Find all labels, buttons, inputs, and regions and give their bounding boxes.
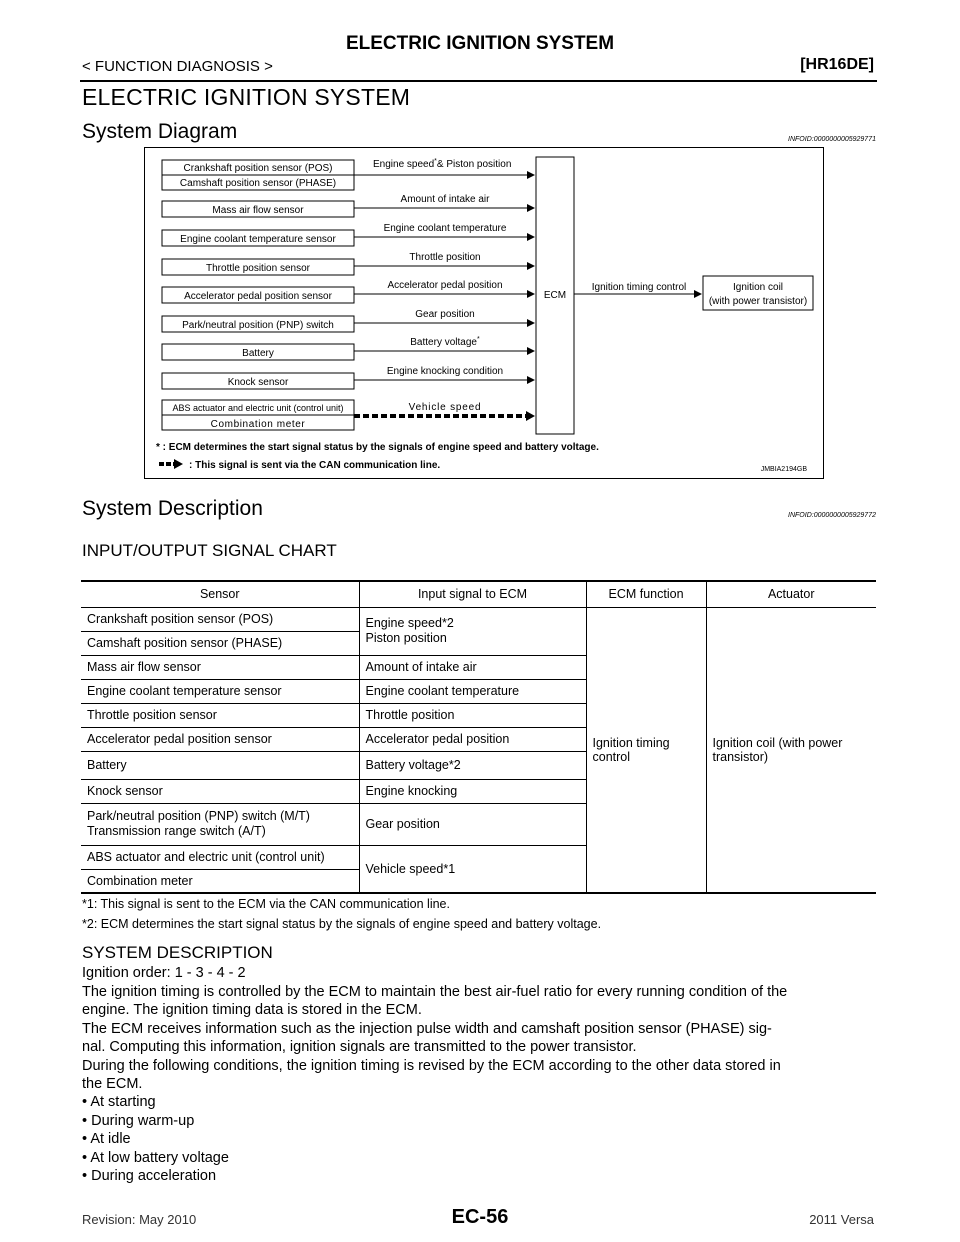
list-item: • At idle [82,1131,131,1147]
sensor-cell: Battery [87,758,127,772]
sensor-box-battery [162,344,354,360]
signal-line-throttle [354,252,534,266]
ecm-box [536,157,574,434]
system-diagram-infoid: INFOID:0000000005929771 [788,136,876,143]
svg-text:Ignition timing control: Ignition timing control [591,282,687,293]
signal-line-battery-voltage [354,336,534,351]
sensor-cell: Crankshaft position sensor (POS) [87,612,274,626]
input-signal-cell: Engine knocking [359,779,586,803]
svg-text:Engine coolant temperature: Engine coolant temperature [383,223,507,234]
sensor-box-knock [162,373,354,389]
input-signal-cell: Engine coolant temperature [359,679,586,703]
svg-text:ABS actuator and electric unit: ABS actuator and electric unit (control unit) [172,403,344,413]
can-legend-arrow [159,459,183,469]
running-header-engine: [HR16DE] [800,56,874,73]
svg-text:Accelerator pedal position sen: Accelerator pedal position sensor [184,291,332,302]
sensor-cell: Knock sensor [87,784,163,798]
signal-line-intake-air [354,194,534,208]
sensor-box-apps [162,287,354,303]
signal-chart-heading: INPUT/OUTPUT SIGNAL CHART [82,541,337,560]
description-line: During the following conditions, the ignition timing is revised by the ECM according to the other data stored in [82,1057,781,1074]
svg-text:Vehicle speed: Vehicle speed [408,402,482,413]
system-diagram-heading: System Diagram [82,120,238,143]
can-line-vehicle-speed [354,402,535,421]
svg-text:Throttle position: Throttle position [409,252,481,263]
output-line-ignition-timing [574,282,701,294]
sensor-box-maf [162,201,354,217]
footer-page-number: EC-56 [451,1206,509,1228]
col-header-sensor: Sensor [199,587,240,602]
sensor-cell: Park/neutral position (PNP) switch (M/T) Transmission range switch (A/T) [87,809,310,838]
table-note-1: *1: This signal is sent to the ECM via the CAN communication line. [82,897,450,911]
input-signal-cell: Vehicle speed*1 [359,845,586,893]
svg-text:Throttle position sensor: Throttle position sensor [206,263,310,274]
description-paragraph [82,964,877,1094]
sensor-box-pnp [162,316,354,332]
signal-line-accelerator [354,280,534,294]
sensor-cell: Combination meter [87,873,193,888]
description-line: engine. The ignition timing data is stored in the ECM. [82,1002,422,1018]
svg-text:Accelerator pedal position: Accelerator pedal position [387,280,503,291]
footer-revision: Revision: May 2010 [82,1212,197,1227]
diagram-footnote-can: : This signal is sent via the CAN communication line. [189,460,441,471]
table-row [81,607,876,631]
svg-text:Battery voltage*: Battery voltage* [410,336,480,348]
condition-list [82,1093,229,1186]
input-signal-cell: Battery voltage*2 [359,751,586,779]
svg-text:Combination meter: Combination meter [210,419,306,430]
input-signal-cell: Amount of intake air [359,655,586,679]
sensor-cell: Throttle position sensor [87,708,217,722]
signal-line-engine-speed [354,158,534,175]
signal-line-gear [354,309,534,323]
figure-id: JMBIA2194GB [760,466,807,473]
header-rule [80,80,877,82]
svg-text:ECM: ECM [543,290,567,301]
system-description-heading: System Description [82,497,263,520]
svg-text:Amount of intake air: Amount of intake air [400,194,490,205]
table-note-2: *2: ECM determines the start signal status by the signals of engine speed and battery voltage. [82,917,602,931]
list-item: • During warm-up [82,1112,195,1129]
system-diagram [144,147,824,479]
col-header-actuator: Actuator [706,581,876,607]
signal-line-knocking [354,366,534,380]
description-heading: SYSTEM DESCRIPTION [82,943,273,962]
running-header-title: ELECTRIC IGNITION SYSTEM [345,33,615,54]
description-line: Ignition order: 1 - 3 - 4 - 2 [82,965,246,981]
svg-text:Park/neutral position (PNP) sw: Park/neutral position (PNP) switch [182,320,334,331]
actuator-box-ignition-coil [703,276,813,310]
svg-text:Camshaft position sensor (PHAS: Camshaft position sensor (PHASE) [179,178,337,189]
sensor-cell: ABS actuator and electric unit (control unit) [87,850,325,864]
col-header-input-signal: Input signal to ECM [359,581,586,607]
diagram-footnote-star: * : ECM determines the start signal status by the signals of engine speed and battery voltage. [156,442,599,453]
description-line: the ECM. [82,1076,143,1092]
signal-chart-table [81,580,876,894]
footer-model: 2011 Versa [809,1212,874,1227]
input-signal-cell: Engine speed*2 Piston position [359,607,586,655]
list-item: • At starting [82,1094,156,1110]
sensor-cell: Engine coolant temperature sensor [87,684,282,698]
svg-text:Engine knocking condition: Engine knocking condition [386,366,504,377]
svg-text:(with power transistor): (with power transistor) [708,296,808,307]
svg-text:Battery: Battery [242,348,274,359]
sensor-cell: Accelerator pedal position sensor [87,732,272,746]
input-signal-cell: Throttle position [359,703,586,727]
input-signal-cell: Gear position [359,803,586,845]
svg-text:Ignition coil: Ignition coil [732,282,784,293]
svg-text:Engine speed*& Piston position: Engine speed*& Piston position [373,158,512,170]
signal-line-coolant-temp [354,223,534,237]
description-line: The ignition timing is controlled by the ECM to maintain the best air-fuel ratio for every running condition of the [82,983,788,1000]
page-title: ELECTRIC IGNITION SYSTEM [82,84,411,110]
list-item: • During acceleration [82,1168,217,1184]
svg-text:Knock sensor: Knock sensor [227,377,289,388]
sensor-box-abs-meter [162,400,354,430]
actuator-cell: Ignition coil (with power transistor) [706,607,876,893]
running-header-section: < FUNCTION DIAGNOSIS > [82,58,273,75]
svg-text:Mass air flow sensor: Mass air flow sensor [212,205,304,216]
svg-text:Crankshaft position sensor (PO: Crankshaft position sensor (POS) [183,163,333,174]
input-signal-cell: Accelerator pedal position [359,727,586,751]
svg-text:Engine coolant temperature sen: Engine coolant temperature sensor [180,234,336,245]
svg-text:Gear position: Gear position [415,309,475,320]
sensor-box-ect [162,230,354,246]
sensor-cell: Camshaft position sensor (PHASE) [87,636,283,650]
col-header-ecm-function: ECM function [586,581,706,607]
sensor-box-tps [162,259,354,275]
sensor-box-pos-phase [162,160,354,190]
description-line: The ECM receives information such as the injection pulse width and camshaft position sensor (PHASE) sig- [82,1020,772,1037]
system-description-infoid: INFOID:0000000005929772 [788,512,876,519]
list-item: • At low battery voltage [82,1149,229,1166]
sensor-cell: Mass air flow sensor [87,660,201,674]
description-line: nal. Computing this information, ignition signals are transmitted to the power transistor. [82,1039,637,1055]
ecm-function-cell: Ignition timing control [586,607,706,893]
